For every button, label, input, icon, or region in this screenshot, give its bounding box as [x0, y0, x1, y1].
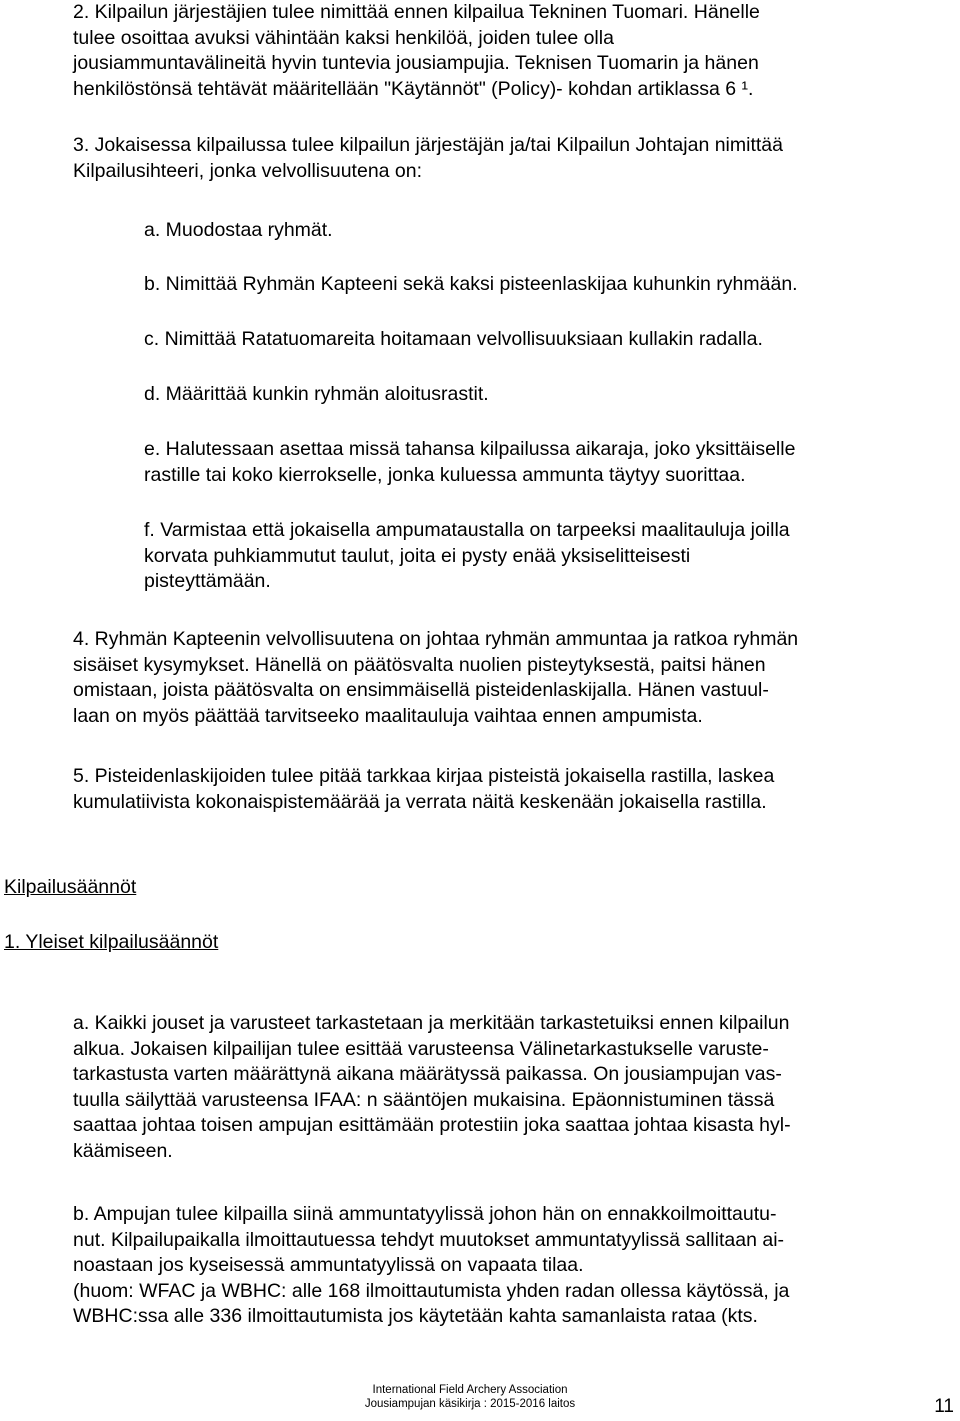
text-line: saattaa johtaa toisen ampujan esittämään protestiin joka saattaa johtaa kisasta hyl- [73, 1114, 791, 1136]
paragraph-item-2 [73, 0, 760, 102]
text-line: c. Nimittää Ratatuomareita hoitamaan velvollisuuksiaan kullakin radalla. [144, 328, 763, 350]
text-line: b. Ampujan tulee kilpailla siinä ammuntatyylissä johon hän on ennakkoilmoittautu- [73, 1203, 777, 1225]
text-line: jousiammuntavälineitä hyvin tuntevia jousiampujia. Teknisen Tuomarin ja hänen [73, 52, 759, 74]
list-item-a [144, 218, 333, 244]
section-heading: Kilpailusäännöt [4, 876, 137, 898]
list-item-e [144, 437, 795, 488]
text-line: tuulla säilyttää varusteensa IFAA: n sääntöjen mukaisina. Epäonnistuminen tässä [73, 1088, 775, 1111]
footer-organization: International Field Archery Association [372, 1384, 568, 1396]
text-line: f. Varmistaa että jokaisella ampumataustalla on tarpeeksi maalitauluja joilla [144, 519, 790, 541]
subsection-heading: 1. Yleiset kilpailusäännöt [4, 931, 219, 953]
text-line: 4. Ryhmän Kapteenin velvollisuutena on johtaa ryhmän ammuntaa ja ratkoa ryhmän [73, 628, 799, 650]
paragraph-item-3 [73, 133, 783, 184]
text-line: b. Nimittää Ryhmän Kapteeni sekä kaksi pisteenlaskijaa kuhunkin ryhmään. [144, 273, 798, 295]
paragraph-item-5 [73, 764, 774, 815]
text-line: WBHC:ssa alle 336 ilmoittautumista jos käytetään kahta samanlaista rataa (kts. [73, 1305, 758, 1327]
list-item-d [144, 382, 489, 408]
text-line: tulee osoittaa avuksi vähintään kaksi henkilöä, joiden tulee olla [73, 26, 614, 49]
paragraph-item-4 [73, 627, 798, 729]
text-line: a. Muodostaa ryhmät. [144, 219, 333, 241]
text-line: a. Kaikki jouset ja varusteet tarkastetaan ja merkitään tarkastetuiksi ennen kilpailun [73, 1012, 790, 1034]
text-line: korvata puhkiammutut taulut, joita ei pysty enää yksiselitteisesti [144, 544, 691, 567]
text-line: (huom: WFAC ja WBHC: alle 168 ilmoittautumista yhden radan ollessa käytössä, ja [73, 1279, 790, 1302]
text-line: kumulatiivista kokonaispistemäärää ja verrata näitä keskenään jokaisella rastilla. [73, 790, 767, 813]
text-line: sisäiset kysymykset. Hänellä on päätösvalta nuolien pisteytyksestä, paitsi hänen [73, 653, 766, 676]
text-line: nut. Kilpailupaikalla ilmoittautuessa tehdyt muutokset ammuntatyylissä sallitaan ai- [73, 1228, 785, 1251]
text-line: Kilpailusihteeri, jonka velvollisuutena on: [73, 159, 423, 182]
text-line: tarkastusta varten määrättynä aikana määrätyssä paikassa. On jousiampujan vas- [73, 1063, 782, 1085]
text-line: pisteyttämään. [144, 570, 271, 592]
text-line: henkilöstönsä tehtävät määritellään "Käytännöt" (Policy)- kohdan artiklassa 6 ¹. [73, 77, 754, 100]
text-line: rastille tai koko kierrokselle, jonka kuluessa ammunta täytyy suorittaa. [144, 463, 746, 486]
text-line: 3. Jokaisessa kilpailussa tulee kilpailun järjestäjän ja/tai Kilpailun Johtajan nimittää [73, 134, 783, 156]
list-item-c [144, 327, 763, 353]
text-line: laan on myös päättää tarvitseeko maalitauluja vaihtaa ennen ampumista. [73, 704, 703, 727]
list-item-f [144, 518, 790, 595]
text-line: 5. Pisteidenlaskijoiden tulee pitää tarkkaa kirjaa pisteistä jokaisella rastilla, laskea [73, 765, 775, 787]
text-line: omistaan, joista päätösvalta on ensimmäisellä pisteidenlaskijalla. Hänen vastuul- [73, 679, 769, 701]
text-line: e. Halutessaan asettaa missä tahansa kilpailussa aikaraja, joko yksittäiselle [144, 438, 796, 460]
rule-item-b [73, 1202, 789, 1330]
text-line: alkua. Jokaisen kilpailijan tulee esittää varusteensa Välinetarkastukselle varuste- [73, 1037, 769, 1060]
text-line: noastaan jos kyseisessä ammuntatyylissä on vapaata tilaa. [73, 1254, 584, 1276]
rule-item-a [73, 1011, 791, 1164]
text-line: d. Määrittää kunkin ryhmän aloitusrastit. [144, 383, 489, 405]
footer-handbook: Jousiampujan käsikirja : 2015-2016 laitos [364, 1398, 576, 1410]
page-number: 11 [934, 1396, 954, 1417]
footer [320, 1383, 620, 1411]
text-line: 2. Kilpailun järjestäjien tulee nimittää ennen kilpailua Tekninen Tuomari. Hänelle [73, 1, 760, 23]
list-item-b [144, 272, 798, 298]
text-line: käämiseen. [73, 1139, 173, 1162]
